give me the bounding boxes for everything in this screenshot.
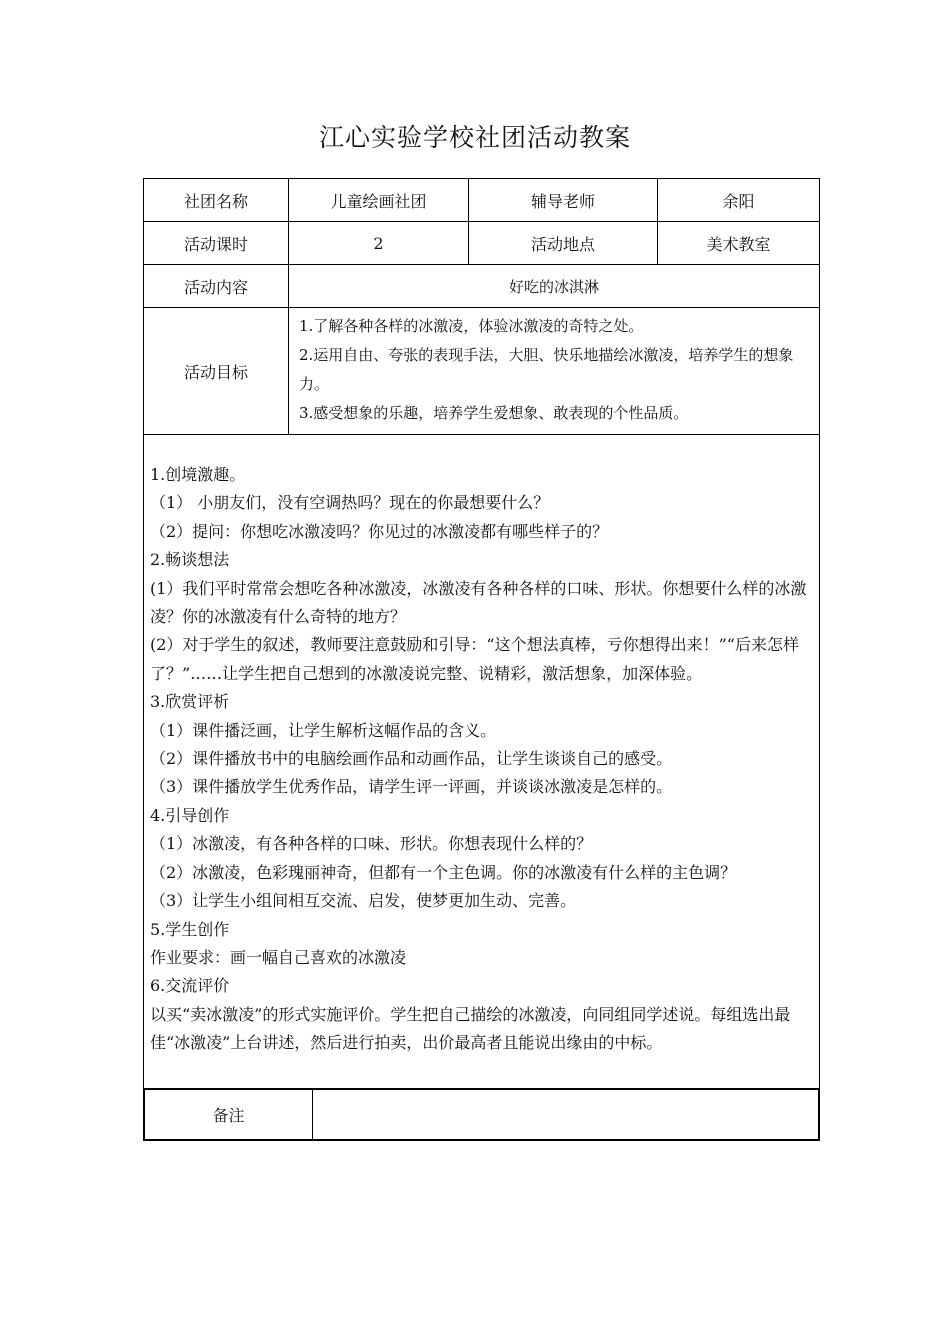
process-line: （3）让学生小组间相互交流、启发，使梦更加生动、完善。: [150, 891, 577, 911]
notes-cell: [144, 1088, 820, 1140]
goal-item: 2.运用自由、夸张的表现手法，大胆、快乐地描绘冰激凌，培养学生的想象力。: [299, 346, 794, 393]
process-line: 以买“卖冰激凌”的形式实施评价。学生把自己描绘的冰激凌，向同组同学述说。每组选出最佳“冰激凌”上台讲述，然后进行拍卖，出价最高者且能说出缘由的中标。: [150, 1004, 791, 1053]
notes-row: [144, 1088, 820, 1140]
process-line: (2）对于学生的叙述，教师要注意鼓励和引导：“这个想法真棒，亏你想得出来！”“后来怎样了？”……让学生把自己想到的冰激凌说完整、说精彩，激活想象，加深体验。: [150, 635, 799, 683]
content-value: 好吃的冰淇淋: [289, 265, 820, 308]
goals-list: [289, 308, 820, 435]
teaching-process: [144, 435, 820, 1089]
hours-row: [144, 222, 820, 265]
process-line: 作业要求：画一幅自己喜欢的冰激凌: [150, 947, 407, 967]
process-line: 2.畅谈想法: [150, 550, 230, 570]
process-line: （2）冰激凌，色彩瑰丽神奇，但都有一个主色调。你的冰激凌有什么样的主色调？: [150, 862, 737, 882]
process-line: 3.欣赏评析: [150, 692, 230, 712]
hours-label: 活动课时: [144, 222, 289, 265]
notes-value: [313, 1089, 819, 1139]
content-row: [144, 265, 820, 308]
teacher-label: 辅导老师: [469, 179, 658, 222]
notes-inner-table: [144, 1089, 819, 1140]
process-line: (1）我们平时常常会想吃各种冰激凌，冰激凌有各种各样的口味、形状。你想要什么样的冰激凌？你的冰激凌有什么奇特的地方？: [150, 578, 807, 627]
club-name-value: 儿童绘画社团: [289, 179, 469, 222]
goal-item: 3.感受想象的乐趣，培养学生爱想象、敢表现的个性品质。: [299, 404, 689, 422]
process-line: （2）提问：你想吃冰激凌吗？你见过的冰激凌都有哪些样子的？: [150, 521, 609, 541]
place-value: 美术教室: [658, 222, 820, 265]
teacher-value: 余阳: [658, 179, 820, 222]
process-line: 1.创境激趣。: [150, 465, 246, 484]
notes-label: 备注: [145, 1089, 313, 1139]
club-name-label: 社团名称: [144, 179, 289, 222]
process-line: （2）课件播放书中的电脑绘画作品和动画作品，让学生谈谈自己的感受。: [150, 749, 673, 769]
place-label: 活动地点: [469, 222, 658, 265]
process-row: [144, 435, 820, 1089]
process-line: （3）课件播放学生优秀作品，请学生评一评画，并谈谈冰激凌是怎样的。: [150, 777, 673, 797]
hours-value: 2: [289, 222, 469, 265]
process-line: 4.引导创作: [150, 805, 230, 825]
club-row: [144, 179, 820, 222]
content-label: 活动内容: [144, 265, 289, 308]
goals-label: 活动目标: [144, 308, 289, 435]
process-line: （1）课件播泛画，让学生解析这幅作品的含义。: [150, 720, 497, 740]
goals-row: [144, 308, 820, 435]
page-title: 江心实验学校社团活动教案: [318, 123, 631, 152]
process-line: （1）冰激凌，有各种各样的口味、形状。你想表现什么样的？: [150, 834, 593, 854]
goal-item: 1.了解各种各样的冰激凌，体验冰激凌的奇特之处。: [299, 317, 644, 335]
process-line: 5.学生创作: [150, 919, 230, 939]
process-line: 6.交流评价: [150, 976, 230, 996]
lesson-plan-table: [143, 178, 820, 1141]
process-line: （1） 小朋友们，没有空调热吗？现在的你最想要什么？: [150, 493, 550, 513]
